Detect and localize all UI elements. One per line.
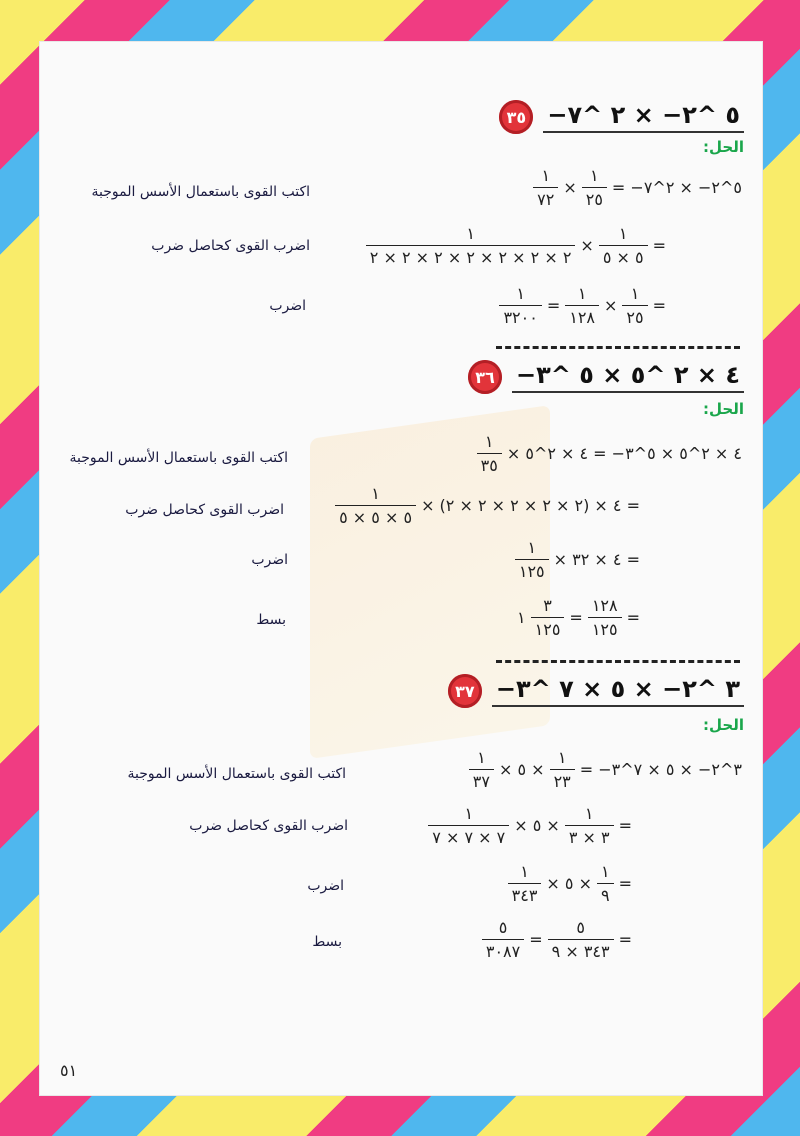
equals-sign: = (569, 608, 583, 627)
step-equation (469, 748, 742, 791)
step-hint: بسط (256, 612, 286, 628)
equation-lhs: = ٤ × ٣٢ × (553, 550, 640, 569)
fraction: $\frac{٥}{٣٠٨٧}$ (482, 918, 524, 961)
fraction: $\frac{١}{٧٢}$ (533, 166, 558, 209)
fraction: $\frac{١}{١٢٥}$ (515, 538, 549, 581)
operator: × (580, 236, 594, 255)
dashed-separator (496, 660, 740, 663)
problem-35-header (499, 100, 744, 134)
equation-lhs: = (618, 930, 632, 949)
whole-number: ١ (517, 608, 526, 627)
fraction: $\frac{١}{١٢٨}$ (565, 284, 599, 327)
fraction: $\frac{٣}{١٢٥}$ (531, 596, 565, 639)
equation-lhs: = (618, 816, 632, 835)
step-hint: اكتب القوى باستعمال الأسس الموجبة (69, 450, 288, 466)
step-equation (533, 166, 742, 209)
step-hint: بسط (312, 934, 342, 950)
equation-lhs: = (626, 608, 640, 627)
fraction: $\frac{١}{٩}$ (597, 862, 614, 905)
equation-lhs: = (652, 236, 666, 255)
solution-label: الحل: (703, 400, 744, 418)
equation-lhs: = (618, 874, 632, 893)
problem-expression: ٣ ^٢− × ٥ × ٧ ^٣− (492, 675, 744, 707)
fraction: $\frac{١}{٣٧}$ (469, 748, 494, 791)
step-hint: اضرب القوى كحاصل ضرب (125, 502, 284, 518)
operator: × (563, 178, 577, 197)
fraction: $\frac{١}{٣٥}$ (477, 432, 502, 475)
fraction: $\frac{١}{٢٣}$ (550, 748, 575, 791)
problem-number-badge: ٣٦ (468, 360, 502, 394)
operator: × ٥ × (514, 816, 560, 835)
equals-sign: = (546, 296, 561, 315)
page-number: ٥١ (60, 1061, 78, 1080)
problem-expression: ٤ × ٢ ^٥ × ٥ ^٣− (512, 361, 744, 393)
problem-number-badge: ٣٥ (499, 100, 533, 134)
step-equation (515, 538, 640, 581)
fraction: $\frac{١}{٣٢٠٠}$ (499, 284, 541, 327)
equation-lhs: ٤ × ٢^٥ × ٥^٣− = ٤ × ٢^٥ × (506, 444, 742, 463)
dashed-separator (496, 346, 740, 349)
operator: × ٥ × (546, 874, 592, 893)
solution-label: الحل: (703, 716, 744, 734)
fraction: $\frac{١}{٥ \times ٥ \times ٥}$ (335, 484, 416, 527)
step-equation (499, 284, 666, 327)
step-equation (477, 432, 742, 475)
step-hint: اضرب القوى كحاصل ضرب (189, 818, 348, 834)
fraction: $\frac{٥}{٣٤٣ \times ٩}$ (548, 918, 614, 961)
fraction: $\frac{١}{٣٤٣}$ (508, 862, 542, 905)
step-hint: اضرب (307, 878, 344, 894)
fraction: $\frac{١}{٢ \times ٢ \times ٢ \times ٢ \times ٢ \times ٢ \times ٢}$ (366, 224, 576, 267)
step-hint: اكتب القوى باستعمال الأسس الموجبة (127, 766, 346, 782)
step-equation (482, 918, 632, 961)
step-equation (366, 224, 666, 267)
fraction: $\frac{١٢٨}{١٢٥}$ (588, 596, 622, 639)
step-hint: اضرب القوى كحاصل ضرب (151, 238, 310, 254)
step-hint: اضرب (269, 298, 306, 314)
worksheet-page (40, 42, 762, 1095)
equation-lhs: = ٤ × (٢ × ٢ × ٢ × ٢ × ٢) × (421, 496, 640, 515)
fraction: $\frac{١}{٢٥}$ (582, 166, 607, 209)
equation-lhs: ٥^٢− × ٢^٧− = (611, 178, 742, 197)
problem-36-header (468, 360, 744, 394)
step-equation (517, 596, 640, 639)
step-equation (508, 862, 632, 905)
step-equation (428, 804, 632, 847)
step-equation (335, 484, 640, 527)
fraction: $\frac{١}{٧ \times ٧ \times ٧}$ (428, 804, 509, 847)
problem-expression: ٥ ^٢− × ٢ ^٧− (543, 101, 744, 133)
equation-lhs: ٣^٢− × ٥ × ٧^٣− = (579, 760, 742, 779)
operator: × (604, 296, 618, 315)
solution-label: الحل: (703, 138, 744, 156)
equation-lhs: = (652, 296, 666, 315)
equals-sign: = (529, 930, 543, 949)
step-hint: اضرب (251, 552, 288, 568)
problem-37-header (448, 674, 744, 708)
operator: × ٥ × (498, 760, 545, 779)
fraction: $\frac{١}{٥ \times ٥}$ (599, 224, 648, 267)
fraction: $\frac{١}{٣ \times ٣}$ (565, 804, 614, 847)
step-hint: اكتب القوى باستعمال الأسس الموجبة (91, 184, 310, 200)
fraction: $\frac{١}{٢٥}$ (622, 284, 647, 327)
problem-number-badge: ٣٧ (448, 674, 482, 708)
